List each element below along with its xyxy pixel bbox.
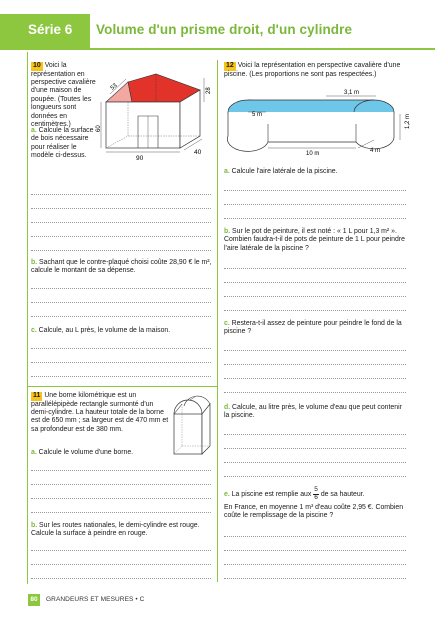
exercise-number: 12 [226, 62, 234, 69]
fraction-denominator: 6 [314, 493, 318, 501]
exercise-11-question-b [31, 522, 214, 539]
answer-line [224, 296, 406, 297]
exercise-12-intro-text: Voici la représentation en perspective cavalière d'une piscine. (Les proportions ne sont pas respectées.) [224, 62, 401, 78]
exercise-10-question-c [31, 327, 214, 335]
question-letter: c. [224, 320, 230, 327]
question-letter: d. [224, 404, 231, 411]
question-letter: a. [224, 168, 230, 175]
answer-line [224, 268, 406, 269]
exercise-11-intro-text: Une borne kilométrique est un parallélépipède rectangle surmonté d'un demi-cylindre. La hauteur totale de la borne est de 650 mm ; sa largeur est de 470 mm et sa profondeur est de 380 mm. [31, 392, 169, 433]
exercise-11-question-a [31, 449, 214, 457]
question-letter: a. [31, 127, 37, 134]
page-number: 80 [28, 594, 40, 606]
question-letter: b. [31, 522, 38, 529]
question-text: Calcule le volume d'une borne. [38, 449, 134, 456]
question-text: Calcule la surface de bois nécessaire pour réaliser le modèle ci-dessus. [31, 127, 94, 160]
dim-53: 53 [109, 82, 119, 92]
answer-line [31, 250, 211, 251]
house-front [106, 102, 180, 148]
answer-line [31, 222, 211, 223]
answer-line [224, 190, 406, 191]
answer-line [31, 484, 211, 485]
answer-line [31, 236, 211, 237]
exercise-10-question-b [31, 259, 214, 276]
answer-line [31, 376, 211, 377]
answer-line [224, 364, 406, 365]
exercise-12-question-b [224, 228, 406, 253]
exercise-12-question-e [224, 487, 406, 521]
exercise-10-intro-text: Voici la représentation en perspective cavalière d'une maison de poupée. (Toutes les longueurs sont données en centimètres.) [31, 62, 96, 129]
question-letter: c. [31, 327, 37, 334]
exercise-12-question-d [224, 404, 406, 421]
exercise-12-question-c [224, 320, 406, 337]
question-text: Restera-t-il assez de peinture pour peindre le fond de la piscine ? [224, 320, 402, 336]
answer-line [224, 536, 406, 537]
column-divider [217, 60, 218, 582]
answer-line [224, 476, 406, 477]
serie-label: Série 6 [28, 22, 73, 37]
question-text: La piscine est remplie aux [231, 490, 312, 498]
answer-line [224, 564, 406, 565]
dim-28: 28 [206, 87, 212, 94]
title-underline [90, 48, 435, 50]
dim-40: 40 [194, 149, 202, 156]
exercise-11-intro [31, 392, 171, 434]
answer-line [31, 470, 211, 471]
exercise-number: 10 [33, 62, 41, 69]
answer-line [31, 498, 211, 499]
question-letter: b. [224, 228, 231, 235]
dim-4m: 4 m [370, 148, 381, 154]
dim-3-1m: 3,1 m [344, 90, 360, 96]
question-text: Sur les routes nationales, le demi-cylindre est rouge. Calcule la surface à peindre en rouge. [31, 522, 200, 538]
exercise-10-intro [31, 62, 101, 129]
question-text: Calcule l'aire latérale de la piscine. [231, 168, 338, 175]
question-text: Sur le pot de peinture, il est noté : « 1 L pour 1,3 m² ». Combien faudra-t-il de pots de peinture de 1 L pour peindre l'aire latérale de la piscine ? [224, 228, 405, 252]
page-title: Volume d'un prisme droit, d'un cylindre [96, 22, 353, 37]
answer-line [224, 282, 406, 283]
question-text: de sa hauteur. [320, 490, 365, 498]
pool-figure [226, 86, 411, 158]
dim-10m: 10 m [306, 151, 320, 157]
answer-line [31, 288, 211, 289]
question-text: Calcule, au L près, le volume de la maison. [38, 327, 171, 334]
answer-line [224, 434, 406, 435]
roof-gable-left [106, 82, 132, 102]
question-text: Sachant que le contre-plaqué choisi coûte 28,90 € le m², calcule le montant de sa dépense. [31, 259, 212, 275]
answer-line [224, 392, 406, 393]
dim-1-2m: 1,2 m [405, 113, 411, 129]
exercise-12-question-a [224, 168, 406, 176]
fraction-numerator: 5 [314, 486, 318, 493]
answer-line [224, 462, 406, 463]
answer-line [224, 350, 406, 351]
answer-line [224, 550, 406, 551]
exercise-number: 11 [33, 392, 41, 399]
dim-60: 60 [96, 125, 102, 132]
answer-line [31, 362, 211, 363]
answer-line [31, 194, 211, 195]
answer-line [224, 218, 406, 219]
answer-line [224, 578, 406, 579]
dollhouse-figure [96, 66, 216, 166]
answer-line [31, 578, 211, 579]
page-header [0, 0, 435, 52]
answer-line [31, 564, 211, 565]
answer-line [31, 512, 211, 513]
exercise-separator [28, 386, 217, 387]
milestone-top [174, 400, 202, 414]
answer-line [31, 348, 211, 349]
milestone-front [174, 414, 202, 454]
question-text: En France, en moyenne 1 m³ d'eau coûte 2,95 €. Combien coûte le remplissage de la piscine ? [224, 504, 404, 520]
left-margin-line [27, 52, 28, 584]
answer-line [31, 550, 211, 551]
answer-line [224, 310, 406, 311]
question-letter: a. [31, 449, 37, 456]
question-letter: e. [224, 490, 230, 498]
answer-line [224, 378, 406, 379]
answer-line [224, 204, 406, 205]
exercise-12-intro [224, 62, 406, 79]
fraction [313, 487, 319, 501]
answer-line [31, 316, 211, 317]
answer-line [31, 208, 211, 209]
question-letter: b. [31, 259, 38, 266]
answer-line [31, 302, 211, 303]
footer-section-label: GRANDEURS ET MESURES • C [46, 596, 145, 603]
milestone-side [202, 404, 210, 454]
dim-5m: 5 m [252, 112, 263, 118]
answer-line [224, 448, 406, 449]
dim-90: 90 [136, 155, 144, 162]
question-text: Calcule, au litre près, le volume d'eau que peut contenir la piscine. [224, 404, 402, 420]
exercise-10-question-a [31, 127, 99, 161]
